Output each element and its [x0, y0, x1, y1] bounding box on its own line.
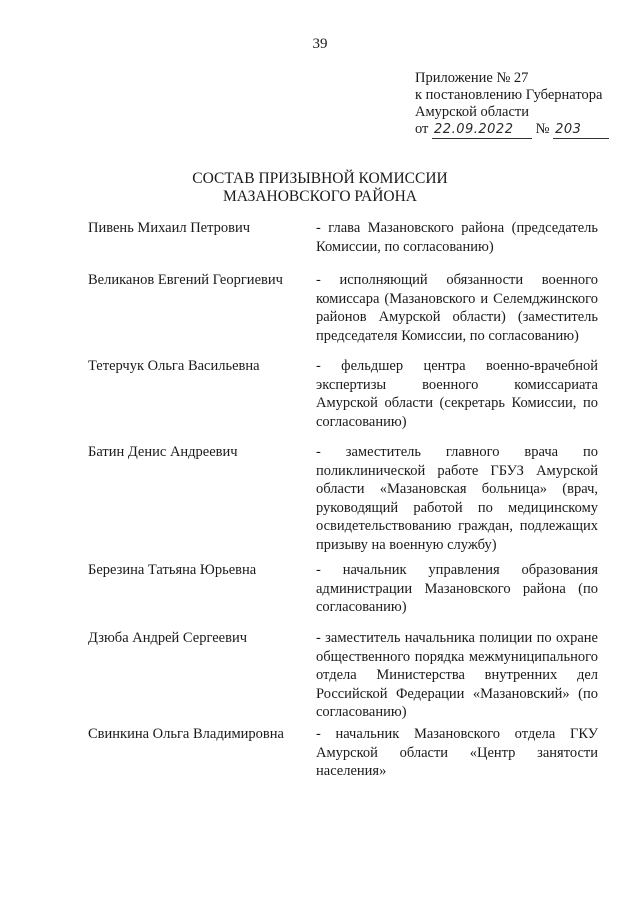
member-row [88, 725, 608, 785]
member-role: - исполняющий обязанности военного комиссара (Мазановского и Селемджинского районов Амурской области) (заместитель председателя Комиссии, по согласованию) [316, 272, 598, 344]
member-row [88, 561, 608, 629]
member-name: Дзюба Андрей Сергеевич [88, 630, 247, 646]
member-role: - заместитель главного врача по поликлинической работе ГБУЗ Амурской области «Мазановская больница» (врач, руководящий работой по медицинскому освидетельствованию граждан, подлежащих призыву на военную службу) [316, 444, 598, 553]
title-line-2: МАЗАНОВСКОГО РАЙОНА [222, 188, 417, 205]
commission-roster [88, 219, 608, 785]
member-name: Батин Денис Андреевич [88, 444, 238, 460]
member-name: Свинкина Ольга Владимировна [88, 726, 284, 742]
member-name: Тетерчук Ольга Васильевна [88, 358, 260, 374]
number-label: № [535, 121, 550, 137]
member-role: - начальник управления образования администрации Мазановского района (по согласованию) [316, 562, 598, 615]
member-role: - начальник Мазановского отдела ГКУ Амурской области «Центр занятости населения» [316, 726, 598, 779]
attachment-date-row [415, 121, 620, 139]
attachment-region: Амурской области [415, 104, 529, 120]
member-role: - глава Мазановского района (председатель Комиссии, по согласованию) [316, 220, 598, 255]
member-row [88, 271, 608, 357]
handwritten-date: 22.09.2022 [432, 121, 532, 139]
attachment-block [415, 70, 620, 139]
page-number: 39 [312, 36, 328, 52]
member-role: - фельдшер центра военно-врачебной экспертизы военного комиссариата Амурской области (секретарь Комиссии, по согласованию) [316, 358, 598, 430]
member-row [88, 629, 608, 725]
member-name: Пивень Михаил Петрович [88, 220, 251, 236]
title-line-1: СОСТАВ ПРИЗЫВНОЙ КОМИССИИ [192, 170, 448, 187]
member-name: Березина Татьяна Юрьевна [88, 562, 257, 578]
member-row [88, 443, 608, 561]
date-prefix: от [415, 121, 429, 137]
member-name: Великанов Евгений Георгиевич [88, 272, 283, 288]
member-row [88, 219, 608, 271]
member-role: - заместитель начальника полиции по охране общественного порядка межмуниципального отдела Министерства внутренних дел Российской Федерации «Мазановский» (по согласованию) [316, 630, 598, 720]
document-title [0, 170, 640, 206]
handwritten-number: 203 [553, 121, 609, 139]
member-row [88, 357, 608, 443]
attachment-title: Приложение № 27 [415, 70, 529, 86]
attachment-reference: к постановлению Губернатора [415, 87, 603, 103]
